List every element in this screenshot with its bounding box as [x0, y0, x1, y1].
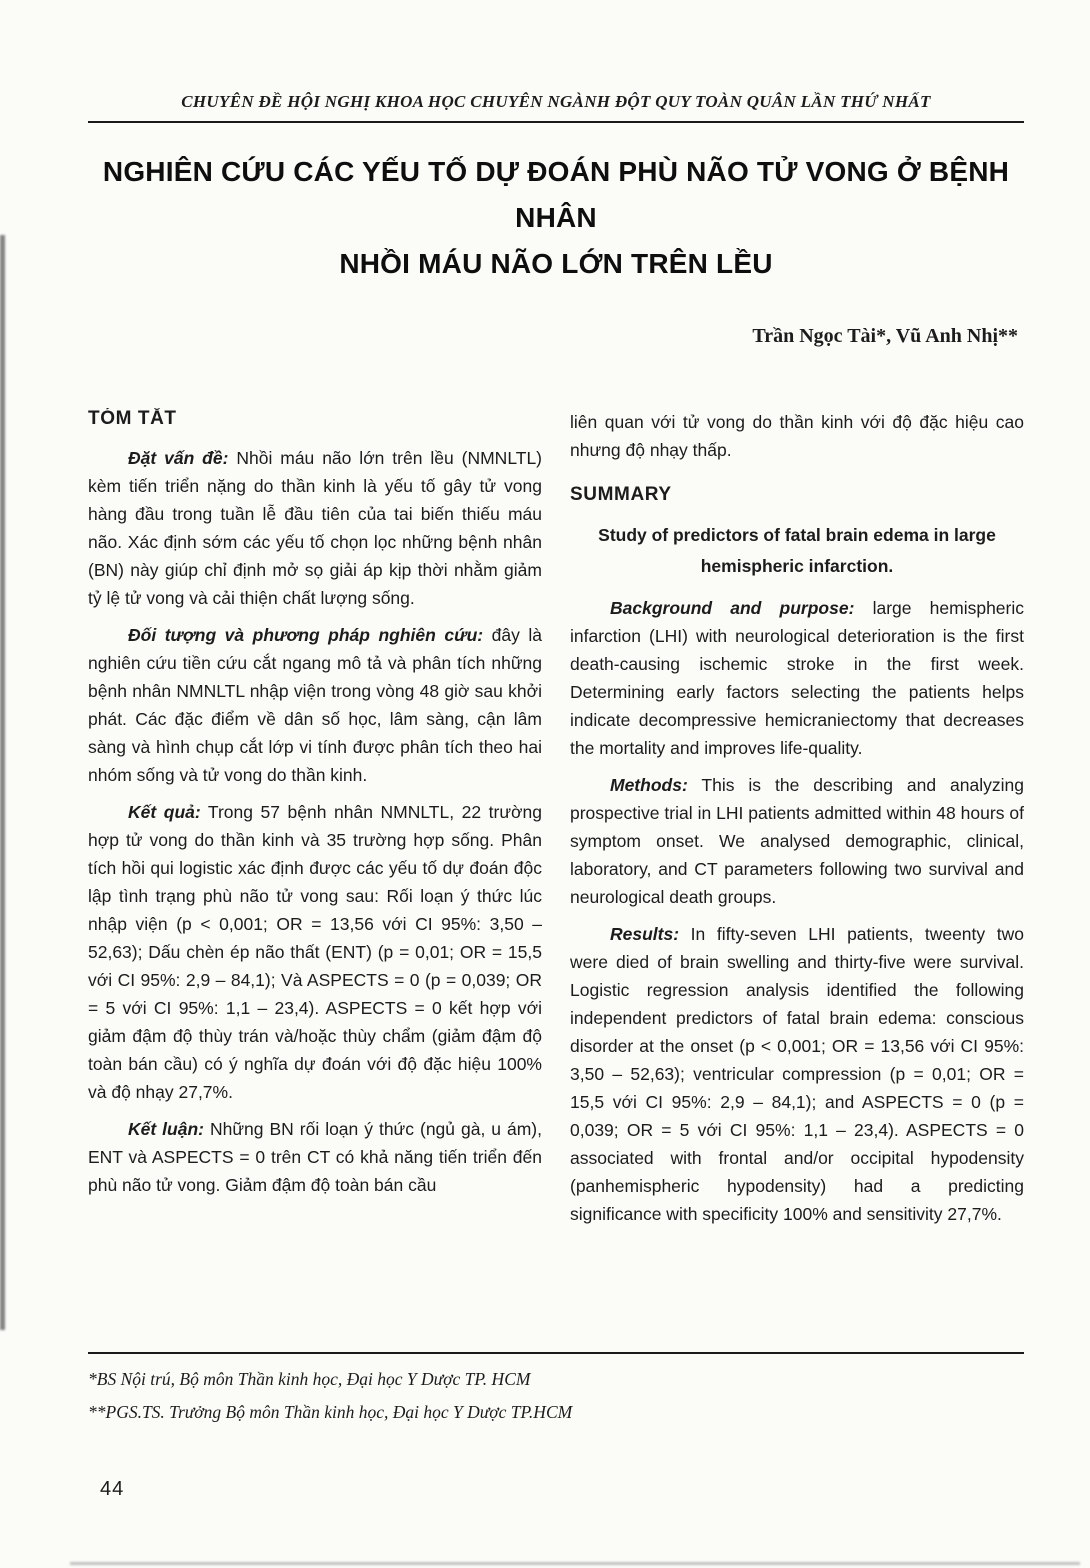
summary-paragraph-methods [570, 771, 1024, 911]
paragraph-lead: Methods: [610, 775, 688, 795]
paragraph-text: Nhồi máu não lớn trên lều (NMNLTL) kèm tiến triển nặng do thần kinh là yếu tố gây tử vong hàng đầu trong tuần lễ đầu tiên của tai biến thiếu máu não. Xác định sớm các yếu tố chọn lọc những bệnh nhân (BN) này giúp chỉ định mở sọ giải áp kịp thời nhằm giảm tỷ lệ tử vong và cải thiện chất lượng sống. [88, 448, 542, 608]
summary-subtitle: Study of predictors of fatal brain edema in large hemispheric infarction. [598, 525, 996, 576]
page-content [88, 92, 1024, 1237]
paragraph-text: large hemispheric infarction (LHI) with neurological deterioration is the first death-causing ischemic stroke in the first week. Determining early factors selecting the patients helps indicate decompressive hemicraniectomy that decreases the mortality and improves life-quality. [570, 598, 1024, 758]
paragraph-lead: Đối tượng và phương pháp nghiên cứu: [128, 625, 484, 645]
paragraph-text: This is the describing and analyzing prospective trial in LHI patients admitted within 48 hours of symptom onset. We analysed demographic, clinical, laboratory, and CT parameters following two survival and neurological death groups. [570, 775, 1024, 907]
article-title-line1: NGHIÊN CỨU CÁC YẾU TỐ DỰ ĐOÁN PHÙ NÃO TỬ VONG Ở BỆNH NHÂN [102, 156, 1010, 233]
left-column [88, 408, 542, 1237]
paragraph-lead: Results: [610, 924, 680, 944]
summary-heading: SUMMARY [570, 484, 672, 505]
two-column-body [88, 408, 1024, 1237]
summary-paragraph-background [570, 594, 1024, 762]
article-title [88, 149, 1024, 287]
paragraph-lead: Kết quả: [128, 802, 201, 822]
paragraph-lead: Kết luận: [128, 1119, 204, 1139]
abstract-paragraph-methods [88, 621, 542, 789]
article-title-line2: NHỒI MÁU NÃO LỚN TRÊN LỀU [339, 248, 773, 279]
abstract-continuation-text: liên quan với tử vong do thần kinh với độ đặc hiệu cao nhưng độ nhạy thấp. [570, 412, 1024, 460]
page-number: 44 [100, 1478, 125, 1500]
paragraph-text: Trong 57 bệnh nhân NMNLTL, 22 trường hợp tử vong do thần kinh và 35 trường hợp sống. Phân tích hồi qui logistic xác định được các yếu tố dự đoán độc lập tình trạng phù não tử vong sau: Rối loạn ý thức lúc nhập viện (p < 0,001; OR = 13,56 với CI 95%: 3,50 – 52,63); Dấu chèn ép não thất (ENT) (p = 0,01; OR = 15,5 với CI 95%: 2,9 – 84,1); Và ASPECTS = 0 (p = 0,039; OR = 5 với CI 95%: 1,1 – 23,4). ASPECTS = 0 kết hợp với giảm đậm độ thùy trán và/hoặc thùy chẩm (giảm đậm độ toàn bán cầu) có ý nghĩa dự đoán với độ đặc hiệu 100% và độ nhạy 27,7%. [88, 802, 542, 1102]
abstract-paragraph-conclusion [88, 1115, 542, 1199]
footnotes-block [88, 1352, 1024, 1429]
authors-line: Trần Ngọc Tài*, Vũ Anh Nhị** [752, 325, 1018, 347]
paragraph-lead: Background and purpose: [610, 598, 855, 618]
paragraph-text: In fifty-seven LHI patients, tweenty two were died of brain swelling and thirty-five were survival. Logistic regression analysis identified the following independent predictors of fatal brain edema: conscious disorder at the onset (p < 0,001; OR = 13,56 với CI 95%: 3,50 – 52,63); ventricular compression (p = 0,01; OR = 15,5 với CI 95%: 2,9 – 84,1); and ASPECTS = 0 (p = 0,039; OR = 5 với CI 95%: 1,1 – 23,4). ASPECTS = 0 associated with frontal and/or occipital hypodensity (panhemispheric hypodensity) had a predicting significance with specificity 100% and sensitivity 27,7%. [570, 924, 1024, 1224]
footnote-author-1: *BS Nội trú, Bộ môn Thần kinh học, Đại học Y Dược TP. HCM [88, 1369, 531, 1389]
conference-header: CHUYÊN ĐỀ HỘI NGHỊ KHOA HỌC CHUYÊN NGÀNH ĐỘT QUY TOÀN QUÂN LẦN THỨ NHẤT [88, 92, 1024, 123]
abstract-heading: TÓM TẮT [88, 408, 177, 429]
paragraph-lead: Đặt vấn đề: [128, 448, 229, 468]
paragraph-text: Những BN rối loạn ý thức (ngủ gà, u ám), ENT và ASPECTS = 0 trên CT có khả năng tiến triển đến phù não tử vong. Giảm đậm độ toàn bán cầu [88, 1119, 542, 1195]
scan-edge-artifact-left [0, 235, 5, 1330]
right-column [570, 408, 1024, 1237]
abstract-paragraph-results [88, 798, 542, 1106]
summary-paragraph-results [570, 920, 1024, 1228]
abstract-paragraph-background [88, 444, 542, 612]
footnote-author-2: **PGS.TS. Trưởng Bộ môn Thần kinh học, Đại học Y Dược TP.HCM [88, 1402, 573, 1422]
scan-edge-artifact-bottom [70, 1562, 1080, 1565]
paragraph-text: đây là nghiên cứu tiền cứu cắt ngang mô tả và phân tích những bệnh nhân NMNLTL nhập viện trong vòng 48 giờ sau khởi phát. Các đặc điểm về dân số học, lâm sàng, cận lâm sàng và hình chụp cắt lớp vi tính được phân tích theo hai nhóm sống và tử vong do thần kinh. [88, 625, 542, 785]
